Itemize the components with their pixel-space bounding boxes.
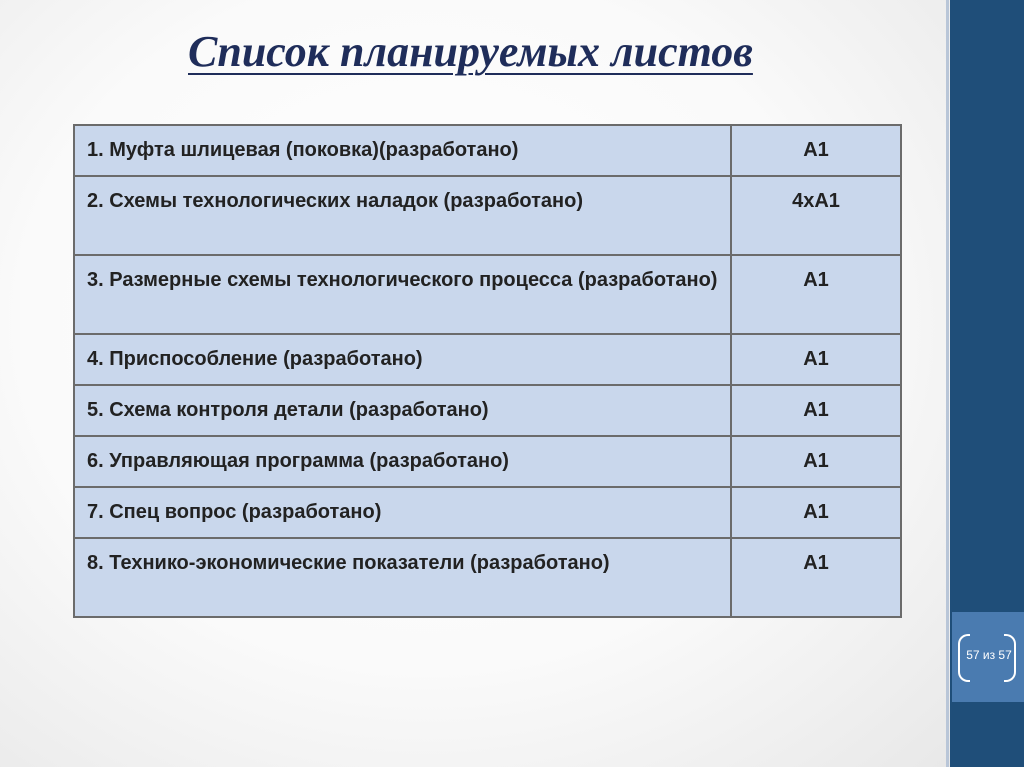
sheet-name: 5. Схема контроля детали (разработано): [74, 385, 731, 436]
sheet-format: А1: [731, 334, 901, 385]
table-row: [74, 436, 901, 487]
sheet-format: А1: [731, 436, 901, 487]
sheet-format: 4хА1: [731, 176, 901, 255]
sheet-name: 7. Спец вопрос (разработано): [74, 487, 731, 538]
sheet-name: 8. Технико-экономические показатели (разработано): [74, 538, 731, 617]
page-counter: 57 из 57: [966, 648, 1012, 662]
table-row: [74, 487, 901, 538]
table-row: [74, 334, 901, 385]
sheet-format: А1: [731, 385, 901, 436]
sheet-name: 4. Приспособление (разработано): [74, 334, 731, 385]
sheet-format: А1: [731, 538, 901, 617]
sheet-format: А1: [731, 125, 901, 176]
table-row: [74, 385, 901, 436]
table-row: [74, 538, 901, 617]
sheet-format: А1: [731, 487, 901, 538]
sheet-name: 1. Муфта шлицевая (поковка)(разработано): [74, 125, 731, 176]
table-row: [74, 125, 901, 176]
sheets-table: [73, 124, 902, 618]
sheet-name: 2. Схемы технологических наладок (разработано): [74, 176, 731, 255]
table-row: [74, 255, 901, 334]
sheet-name: 3. Размерные схемы технологического процесса (разработано): [74, 255, 731, 334]
slide-title: Список планируемых листов: [188, 27, 753, 76]
table-row: [74, 176, 901, 255]
side-divider: [946, 0, 949, 767]
sheet-format: А1: [731, 255, 901, 334]
sheet-name: 6. Управляющая программа (разработано): [74, 436, 731, 487]
